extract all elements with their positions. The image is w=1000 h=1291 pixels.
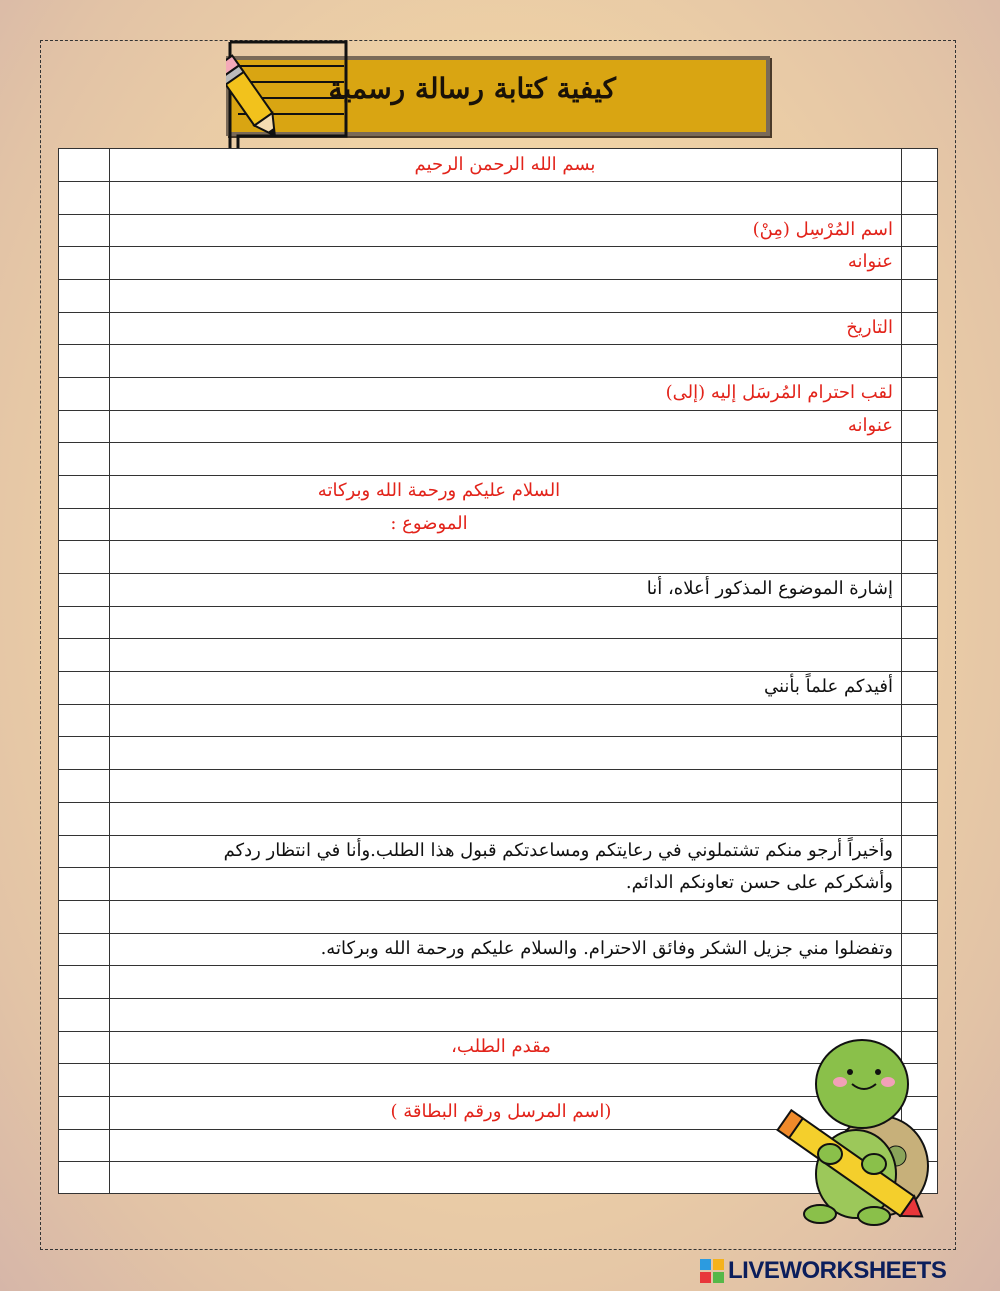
closing-line-2: وأشكركم على حسن تعاونكم الدائم. [625,872,893,893]
rule-line [59,442,937,443]
rule-line [59,736,937,737]
regards-line: وتفضلوا مني جزيل الشكر وفائق الاحترام. والسلام عليكم ورحمة الله وبركاته. [320,938,893,959]
sender-address-line: عنوانه [847,251,893,272]
rule-line [59,540,937,541]
rule-line [59,344,937,345]
liveworksheets-logo-icon [700,1259,724,1283]
brand-text: LIVEWORKSHEETS [728,1257,947,1284]
turtle-with-pencil-icon [770,1036,940,1226]
rule-line [59,638,937,639]
greeting-line: السلام عليكم ورحمة الله وبركاته [317,480,561,501]
applicant-line: مقدم الطلب، [451,1036,551,1057]
rule-line [59,246,937,247]
rule-line [59,965,937,966]
signature-line: (اسم المرسل ورقم البطاقة ) [390,1101,612,1122]
rule-line [59,998,937,999]
closing-line-1: وأخيراً أرجو منكم تشتملوني في رعايتكم ومساعدتكم قبول هذا الطلب.وأنا في انتظار ردكم [223,840,893,861]
subject-line: الموضوع : [390,513,468,534]
recipient-title-line: لقب احترام المُرسَل إليه (إلى) [665,382,893,403]
basmala-line: بسم الله الرحمن الرحيم [414,154,596,175]
date-line: التاريخ [846,317,893,338]
reference-line: إشارة الموضوع المذكور أعلاه، أنا [646,578,893,599]
rule-line [59,704,937,705]
rule-line [59,769,937,770]
rule-line [59,606,937,607]
rule-line [59,410,937,411]
rule-line [59,279,937,280]
sender-name-line: اسم المُرْسِل (مِنْ) [752,219,893,240]
rule-line [59,181,937,182]
rule-line [59,900,937,901]
inform-line: أفيدكم علماً بأنني [763,676,893,697]
rule-line [59,312,937,313]
recipient-address-line: عنوانه [847,415,893,436]
page-title: كيفية كتابة رسالة رسمية [328,72,616,105]
rule-line [59,802,937,803]
liveworksheets-brand [700,1258,946,1284]
